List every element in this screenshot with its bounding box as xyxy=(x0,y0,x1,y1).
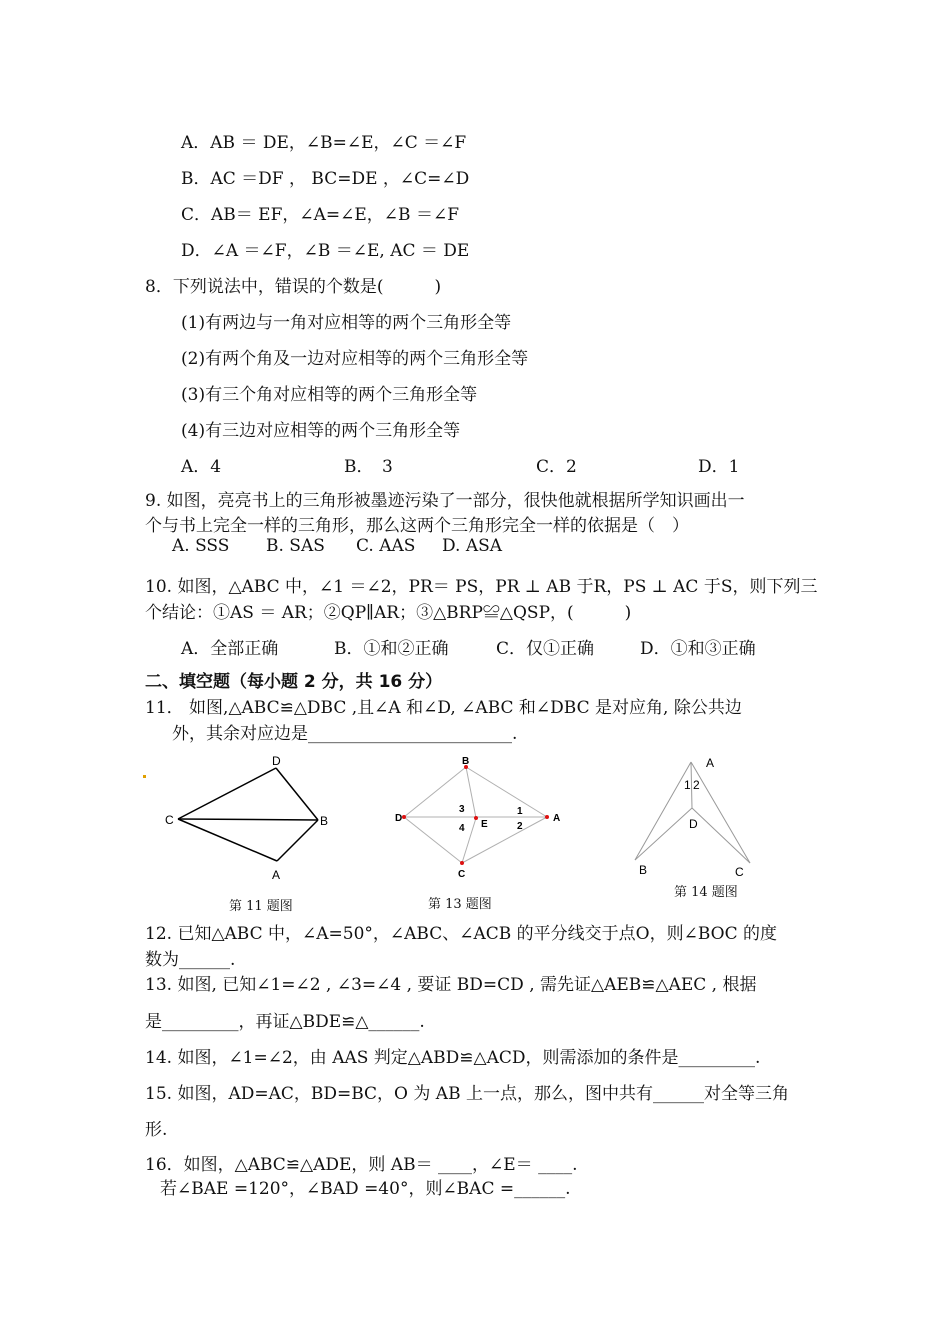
fig11-label-a: A xyxy=(272,868,281,882)
fig13-label-4: 4 xyxy=(459,823,465,834)
fig14-label-d: D xyxy=(689,817,698,831)
q8-choice-a: A．4 xyxy=(181,457,222,477)
q9-choice-c: C. AAS xyxy=(356,536,416,556)
fig14-caption: 第 14 题图 xyxy=(674,885,738,900)
fig13-label-1: 1 xyxy=(517,806,523,817)
q8-statement-2: (2)有两个角及一边对应相等的两个三角形全等 xyxy=(181,349,529,369)
q7-option-c: C．AB＝ EF，∠A=∠E，∠B ＝∠F xyxy=(181,205,459,225)
q8-statement-1: (1)有两边与一角对应相等的两个三角形全等 xyxy=(181,313,512,333)
q12-line-1: 12. 已知△ABC 中，∠A=50°，∠ABC、∠ACB 的平分线交于点O，则∠BOC 的度 xyxy=(145,924,778,944)
fig11-label-c: C xyxy=(165,813,174,827)
fig13-label-a: A xyxy=(553,813,561,824)
q13-line-2: 是_________，再证△BDE≌△______. xyxy=(145,1012,425,1032)
q9-choice-a: A. SSS xyxy=(172,536,230,556)
fig14-label-c: C xyxy=(735,865,744,879)
q9-choice-b: B. SAS xyxy=(266,536,325,556)
figure-11 xyxy=(140,748,360,918)
q10-choice-a: A．全部正确 xyxy=(181,639,279,659)
fig14-label-1: 1 xyxy=(684,778,691,792)
q16-line-2: 若∠BAE =120°，∠BAD =40°，则∠BAC =______. xyxy=(160,1179,571,1199)
q7-option-b: B．AC ＝DF ， BC=DE ，∠C=∠D xyxy=(181,169,470,189)
q8-choice-d: D．1 xyxy=(698,457,740,477)
fig13-label-e: E xyxy=(481,819,488,830)
q9-line-1: 9. 如图，亮亮书上的三角形被墨迹污染了一部分，很快他就根据所学知识画出一 xyxy=(145,491,745,511)
q13-line-1: 13. 如图, 已知∠1=∠2 , ∠3=∠4 , 要证 BD=CD , 需先证△AEB≌△AEC , 根据 xyxy=(145,975,757,995)
q7-option-d: D．∠A ＝∠F，∠B ＝∠E, AC ＝ DE xyxy=(181,241,470,261)
q10-choice-d: D．①和③正确 xyxy=(640,639,756,659)
q8-choice-b: B． 3 xyxy=(344,457,393,477)
fig11-label-d: D xyxy=(272,754,281,768)
q11-line-1: 11． 如图,△ABC≌△DBC ,且∠A 和∠D, ∠ABC 和∠DBC 是对应角, 除公共边 xyxy=(145,698,742,718)
fig13-label-c: C xyxy=(458,869,466,880)
q10-line-2: 个结论：①AS ＝ AR；②QP∥AR；③△BRP≌△QSP，( ) xyxy=(145,603,632,623)
q7-option-a: A．AB ＝ DE，∠B=∠E，∠C ＝∠F xyxy=(181,133,467,153)
fig11-caption: 第 11 题图 xyxy=(229,899,293,914)
figure-13 xyxy=(390,755,580,895)
q14-text: 14. 如图，∠1=∠2，由 AAS 判定△ABD≌△ACD，则需添加的条件是_________. xyxy=(145,1048,761,1068)
q8-statement-3: (3)有三个角对应相等的两个三角形全等 xyxy=(181,385,478,405)
q8-stem: 8．下列说法中，错误的个数是( ) xyxy=(145,277,442,297)
q8-statement-4: (4)有三边对应相等的两个三角形全等 xyxy=(181,421,461,441)
q10-choice-b: B．①和②正确 xyxy=(334,639,449,659)
fig14-label-2: 2 xyxy=(693,778,700,792)
q9-line-2: 个与书上完全一样的三角形，那么这两个三角形完全一样的依据是（ ） xyxy=(145,516,689,536)
q9-choice-d: D. ASA xyxy=(442,536,503,556)
section-2-heading: 二、填空题（每小题 2 分，共 16 分） xyxy=(145,672,443,692)
q16-line-1: 16．如图，△ABC≌△ADE，则 AB＝ ____，∠E＝ ____. xyxy=(145,1155,578,1175)
fig14-label-b: B xyxy=(639,863,648,877)
fig13-label-d: D xyxy=(395,813,403,824)
q8-choice-c: C．2 xyxy=(536,457,577,477)
fig13-caption: 第 13 题图 xyxy=(428,897,492,912)
fig13-label-b: B xyxy=(462,756,470,767)
fig13-label-3: 3 xyxy=(459,804,465,815)
figure-14 xyxy=(625,752,765,882)
q10-line-1: 10. 如图，△ABC 中，∠1 ＝∠2，PR＝ PS，PR ⊥ AB 于R，PS ⊥ AC 于S，则下列三 xyxy=(145,577,818,597)
fig14-label-a: A xyxy=(706,756,715,770)
q12-line-2: 数为______. xyxy=(145,950,236,970)
q11-line-2: 外，其余对应边是________________________. xyxy=(172,724,518,744)
q15-line-1: 15. 如图，AD=AC，BD=BC，O 为 AB 上一点，那么，图中共有______对全等三角 xyxy=(145,1084,789,1104)
q10-choice-c: C．仅①正确 xyxy=(496,639,595,659)
fig11-label-b: B xyxy=(320,814,329,828)
fig13-label-2: 2 xyxy=(517,821,523,832)
q15-line-2: 形. xyxy=(145,1120,168,1140)
